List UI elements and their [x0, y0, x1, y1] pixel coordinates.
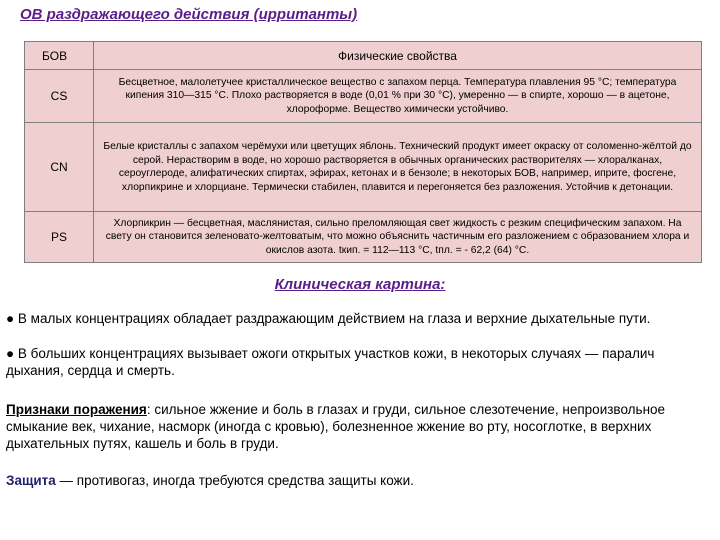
column-header-agent: БОВ	[25, 42, 94, 70]
agents-table	[24, 41, 702, 263]
signs-text: : сильное жжение и боль в глазах и груди, сильное слезотечение, непроизвольное смыкание век, чихание, насморк (иногда с кровью), болезненное жжение во рту, носоглотке, в верхних дыхательных путях, кашель и боль в груди.	[6, 402, 666, 451]
bullet-low-concentration: ● В малых концентрациях обладает раздражающим действием на глаза и верхние дыхательные пути.	[6, 311, 651, 326]
signs-paragraph	[6, 401, 706, 452]
bullet-high-concentration: ● В больших концентрациях вызывает ожоги открытых участков кожи, в некоторых случаях — паралич дыхания, сердца и смерть.	[6, 346, 655, 378]
table-row	[25, 123, 702, 212]
protection-text: — противогаз, иногда требуются средства защиты кожи.	[55, 473, 414, 488]
column-header-properties: Физические свойства	[94, 42, 702, 70]
agent-description-cell: Белые кристаллы с запахом черёмухи или цветущих яблонь. Технический продукт имеет окраску от соломенно-жёлтой до серой. Нерастворим в воде, но хорошо растворяется в обычных органических растворителях — хлоралканах, сероуглероде, алифатических спиртах, эфирах, кетонах и в бензоле; в некоторых БОВ, например, иприте, фосгене, хлорпикрине и хлорциане. Термически стабилен, плавится и перегоняется без разложения. Устойчив к детонации.	[94, 123, 702, 212]
agent-description-cell: Бесцветное, малолетучее кристаллическое вещество с запахом перца. Температура плавления 95 °С; температура кипения 310—315 °С. Плохо растворяется в воде (0,01 % при 30 °С), умеренно — в спирте, хорошо — в ацетоне, хлороформе. Вещество химически устойчиво.	[94, 70, 702, 123]
protection-paragraph	[6, 472, 706, 489]
protection-label: Защита	[6, 473, 56, 488]
table-row	[25, 70, 702, 123]
clinical-picture-title: Клиническая картина:	[274, 276, 446, 293]
page-title: ОВ раздражающего действия (ирританты)	[20, 6, 358, 23]
agent-name-cell: CN	[25, 123, 94, 212]
signs-label: Признаки поражения	[6, 402, 147, 417]
table-header-row	[25, 42, 702, 70]
agent-description-cell: Хлорпикрин — бесцветная, маслянистая, сильно преломляющая свет жидкость с резким специфическим запахом. На свету он становится зеленовато-желтоватым, что можно объяснить частичным его разложением с образованием хлора и окислов азота. tкип. = 112—113 °С, tпл. = - 62,2 (64) °С.	[94, 212, 702, 263]
table-row	[25, 212, 702, 263]
agent-name-cell: CS	[25, 70, 94, 123]
agent-name-cell: PS	[25, 212, 94, 263]
